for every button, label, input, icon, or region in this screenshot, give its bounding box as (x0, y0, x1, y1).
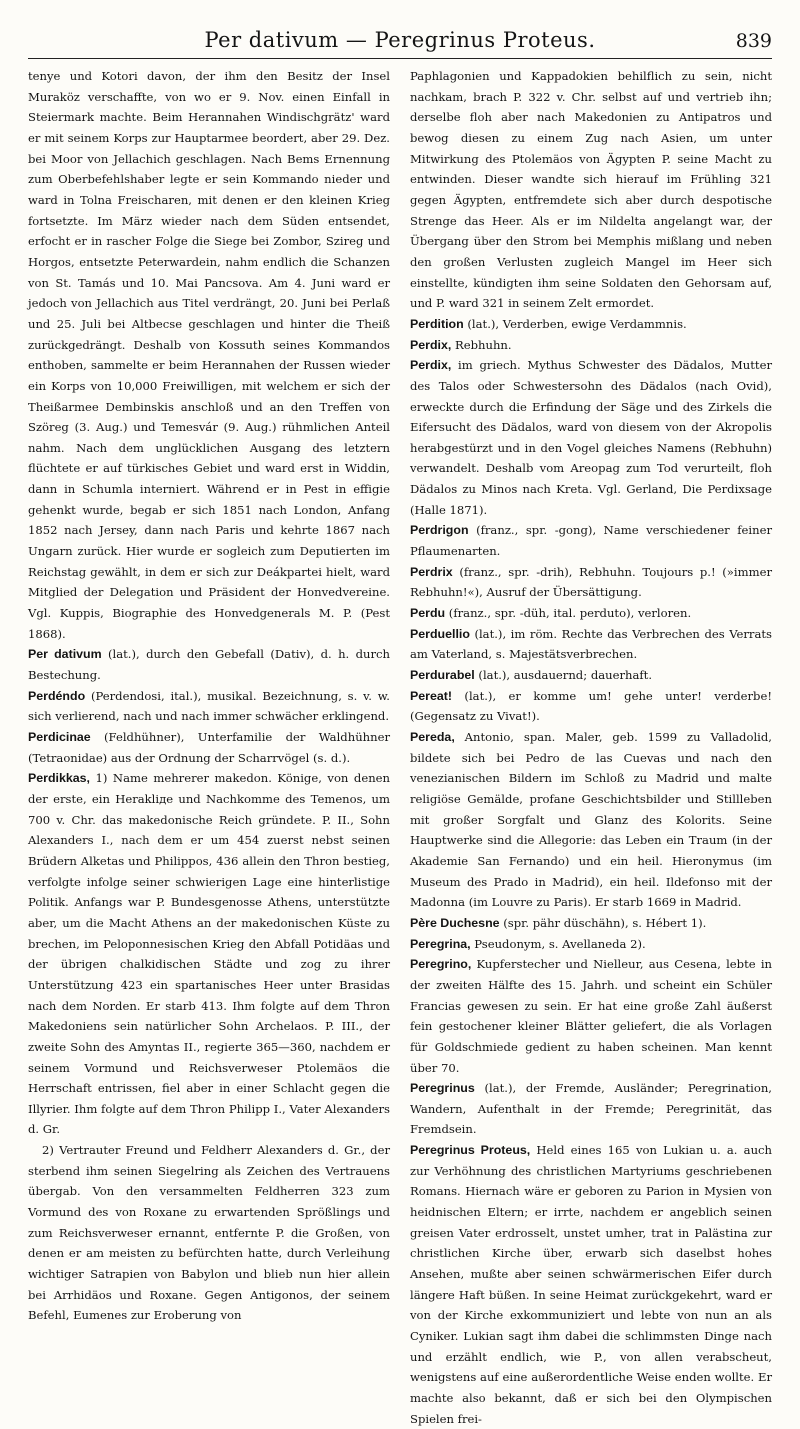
entry-text: tenye und Kotori davon, der ihm den Besitz der Insel Muraköz verschaffte, von wo er 9. Nov. einen Einfall in Steiermark machte. Beim Herannahen Windischgrätz' ward er mit seinem Korps zur Hauptarmee beordert, aber 29. Dez. bei Moor von Jellachich geschlagen. Nach Bems Ernennung zum Oberbefehlshaber legte er sein Kommando nieder und ward in Tolna Freischaren, mit denen er den kleinen Krieg fortsetzte. Im März wieder nach dem Süden entsendet, erfocht er in rascher Folge die Siege bei Zombor, Szireg und Horgos, entsetzte Peterwardein, nahm endlich die Schanzen von St. Tamás und 10. Mai Pancsova. Am 4. Juni ward er jedoch von Jellachich aus Titel verdrängt, 20. Juni bei Perlaß und 25. Juli bei Altbecse geschlagen und hinter die Theiß zurückgedrängt. Deshalb von Kossuth seines Kommandos enthoben, sammelte er beim Herannahen der Russen wieder ein Korps von 10,000 Freiwilligen, mit welchem er sich der Theißarmee Dembinskis anschloß und an den Treffen von Szöreg (3. Aug.) und Temesvár (9. Aug.) rühmlichen Anteil nahm. Nach dem unglücklichen Ausgang des letztern flüchtete er auf türkisches Gebiet und ward erst in Widdin, dann in Schumla interniert. Während er in Pest in effigie gehenkt wurde, begab er sich 1851 nach London, Anfang 1852 nach Jersey, dann nach Paris und kehrte 1867 nach Ungarn zurück. Hier wurde er sogleich zum Deputierten im Reichstag gewählt, in dem er sich zur Deákpartei hielt, ward Mitglied der Delegation und Präsident der Honvedvereine. Vgl. Kuppis, Biographie des Honvedgenerals M. P. (Pest 1868). (28, 69, 390, 641)
dictionary-entry (410, 562, 772, 603)
dictionary-entry (410, 934, 772, 955)
entry-text: (lat.), im röm. Rechte das Verbrechen des Verrats am Vaterland, s. Majestätsverbrechen. (410, 626, 772, 662)
entry-text: 2) Vertrauter Freund und Feldherr Alexanders d. Gr., der sterbend ihm seinen Siegelring als Zeichen des Vertrauens übergab. Von den versammelten Feldherren 323 zum Vormund des von Roxane zu erwartenden Sprößlings und zum Reichsverweser ernannt, entfernte P. die Großen, von denen er am meisten zu befürchten hatte, durch Verleihung wichtiger Satrapien von Babylon und blieb nun hier allein bei Arrhidäos und Roxane. Gegen Antigonos, der seinem Befehl, Eumenes zur Eroberung von (28, 1143, 390, 1323)
entry-text: (lat.), ausdauernd; dauerhaft. (474, 668, 653, 683)
entry-headword: Pereat! (410, 688, 453, 703)
dictionary-entry (28, 727, 390, 768)
dictionary-entry (410, 954, 772, 1078)
entry-text: (franz., spr. -gong), Name verschiedener feiner Pflaumenarten. (410, 523, 772, 559)
entry-text: Pseudonym, s. Avellaneda 2). (470, 936, 646, 951)
entry-headword: Peregrino, (410, 957, 472, 972)
dictionary-entry (410, 355, 772, 520)
entry-headword: Peregrina, (410, 936, 471, 951)
dictionary-entry (410, 1078, 772, 1140)
dictionary-entry (410, 603, 772, 624)
dictionary-entry (410, 1140, 772, 1429)
entry-text: (franz., spr. -drih), Rebhuhn. Toujours p.! (»immer Rebhuhn!«), Ausruf der Übersättigung. (410, 564, 772, 600)
entry-headword: Perdrigon (410, 523, 469, 538)
entry-headword: Pereda, (410, 730, 455, 744)
entry-text: (lat.), er komme um! gehe unter! verderbe! (Gegensatz zu Vivat!). (410, 688, 772, 724)
dictionary-entry (28, 66, 390, 644)
dictionary-entry (410, 665, 772, 686)
entry-text: (lat.), durch den Gebefall (Dativ), d. h. durch Bestechung. (28, 647, 390, 683)
dictionary-entry (410, 727, 772, 913)
entry-headword: Perdu (410, 606, 446, 621)
entry-headword: Perdition (410, 316, 464, 331)
entry-headword: Perdicinae (28, 730, 91, 744)
entry-text: 1) Name mehrerer makedon. Könige, von denen der erste, ein Herakliде und Nachkomme des Temenos, um 700 v. Chr. das makedonische Reich gründete. P. II., Sohn Alexanders I., nach dem er um 454 zuerst nebst seinen Brüdern Alketas und Philippos, 436 allein den Thron bestieg, verfolgte infolge seiner schwierigen Lage eine hinterlistige Politik. Anfangs war P. Bundesgenosse Athens, unterstützte aber, um die Macht Athens an der makedonischen Küste zu brechen, im Peloponnesischen Krieg den Abfall Potidäas und der übrigen chalkidischen Städte und zog zu ihrer Unterstützung 423 ein spartanisches Heer unter Brasidas nach dem Norden. Er starb 413. Ihm folgte auf dem Thron Makedoniens sein natürlicher Sohn Archelaos. P. III., der zweite Sohn des Amyntas II., regierte 365—360, nachdem er seinem Vormund und Reichsverweser Ptolemäos die Herrschaft entrissen, fiel aber in einer Schlacht gegen die Illyrier. Ihm folgte auf dem Thron Philipp I., Vater Alexanders d. Gr. (28, 771, 390, 1137)
entry-text: Kupferstecher und Nielleur, aus Cesena, lebte in der zweiten Hälfte des 15. Jahrh. und scheint ein Schüler Francias gewesen zu sein. Er hat eine große Zahl äußerst fein gestochener kleiner Blätter geliefert, die als Vorlagen für Goldschmiede gedient zu haben scheinen. Man kennt über 70. (410, 957, 772, 1075)
dictionary-entry (28, 686, 390, 727)
dictionary-entry (28, 1140, 390, 1326)
dictionary-entry (28, 644, 390, 685)
dictionary-entry (410, 913, 772, 934)
entry-headword: Père Duchesne (410, 915, 500, 930)
page-number: 839 (735, 30, 772, 52)
entry-text: (Perdendosi, ital.), musikal. Bezeichnung, s. v. w. sich verlierend, nach und nach immer schwächer erklingend. (28, 688, 390, 724)
right-column (410, 66, 772, 1426)
left-column (28, 66, 390, 1323)
dictionary-entry (410, 314, 772, 335)
entry-headword: Per dativum (28, 647, 102, 662)
entry-text: (franz., spr. -düh, ital. perduto), verloren. (445, 606, 692, 621)
dictionary-entry (410, 335, 772, 356)
entry-text: Rebhuhn. (451, 337, 512, 352)
entry-headword: Peregrinus (410, 1081, 475, 1096)
entry-text: Held eines 165 von Lukian u. a. auch zur Verhöhnung des christlichen Martyriums geschriebenen Romans. Hiernach wäre er geboren zu Parion in Mysien von heidnischen Eltern; er irrte, nachdem er angeblich seinen greisen Vater erdrosselt, unstet umher, trat in Palästina zur christlichen Kirche über, erwarb sich daselbst hohes Ansehen, mußte aber seinen schwärmerischen Eifer durch längere Haft büßen. In seine Heimat zurückgekehrt, ward er von der Kirche exkommuniziert und lebte von nun an als Cyniker. Lukian sagt ihm dabei die schlimmsten Dinge nach und erzählt endlich, wie P., von allen verabscheut, wenigstens auf eine außerordentliche Weise enden wollte. Er machte also bekannt, daß er sich bei den Olympischen Spielen frei- (410, 1143, 772, 1426)
page-header (28, 20, 772, 54)
entry-headword: Peregrinus Proteus, (410, 1143, 531, 1158)
entry-headword: Perdix, (410, 358, 452, 373)
entry-headword: Perdurabel (410, 668, 475, 683)
dictionary-entry (28, 768, 390, 1140)
dictionary-entry (410, 624, 772, 665)
entry-text: (Feldhühner), Unterfamilie der Waldhühner (Tetraonidae) aus der Ordnung der Scharrvögel (s. d.). (28, 730, 390, 765)
entry-headword: Perdéndo (28, 688, 86, 703)
entry-headword: Perdix, (410, 337, 452, 352)
header-rule (28, 58, 772, 59)
entry-text: (lat.), Verderben, ewige Verdammnis. (463, 316, 687, 331)
entry-headword: Perduellio (410, 626, 470, 641)
entry-headword: Perdrix (410, 564, 453, 579)
entry-text: (spr. pähr düschähn), s. Hébert 1). (499, 915, 707, 930)
entry-text: im griech. Mythus Schwester des Dädalos, Mutter des Talos oder Schwestersohn des Dädalos (nach Ovid), erweckte durch die Erfindung der Säge und des Zirkels die Eifersucht des Dädalos, ward von diesem von der Akropolis herabgestürzt und in den Vogel gleiches Namens (Rebhuhn) verwandelt. Deshalb vom Areopag zum Tod verurteilt, floh Dädalos zu Minos nach Kreta. Vgl. Gerland, Die Perdixsage (Halle 1871). (410, 358, 772, 517)
entry-text: (lat.), der Fremde, Ausländer; Peregrination, Wandern, Aufenthalt in der Fremde; Peregrinität, das Fremdsein. (410, 1081, 772, 1137)
entry-headword: Perdikkas, (28, 771, 90, 786)
dictionary-entry (410, 66, 772, 314)
entry-text: Antonio, span. Maler, geb. 1599 zu Valladolid, bildete sich bei Pedro de las Cuevas und nach den venezianischen Bildern im Schloß zu Madrid und malte religiöse Gemälde, profane Geschichtsbilder und Stillleben mit großer Sorgfalt und Glanz des Kolorits. Seine Hauptwerke sind die Allegorie: das Leben ein Traum (in der Akademie San Fernando) und ein heil. Hieronymus (im Museum des Prado in Madrid), ein heil. Ildefonso mit der Madonna (im Louvre zu Paris). Er starb 1669 in Madrid. (410, 730, 772, 910)
dictionary-entry (410, 520, 772, 561)
dictionary-entry (410, 686, 772, 727)
page-title: Per dativum — Peregrinus Proteus. (204, 28, 596, 52)
entry-text: Paphlagonien und Kappadokien behilflich zu sein, nicht nachkam, brach P. 322 v. Chr. selbst auf und vertrieb ihn; derselbe floh aber nach Makedonien zu Antipatros und bewog diesen zu einem Zug nach Asien, um unter Mitwirkung des Ptolemäos von Ägypten P. seine Macht zu entwinden. Dieser wandte sich hierauf im Frühling 321 gegen Ägypten, entfremdete sich aber durch despotische Strenge das Heer. Als er im Nildelta angelangt war, der Übergang über den Strom bei Memphis mißlang und neben den großen Verlusten zugleich Mangel im Heer sich einstellte, kündigten ihm seine Soldaten den Gehorsam auf, und P. ward 321 in seinem Zelt ermordet. (410, 69, 772, 311)
